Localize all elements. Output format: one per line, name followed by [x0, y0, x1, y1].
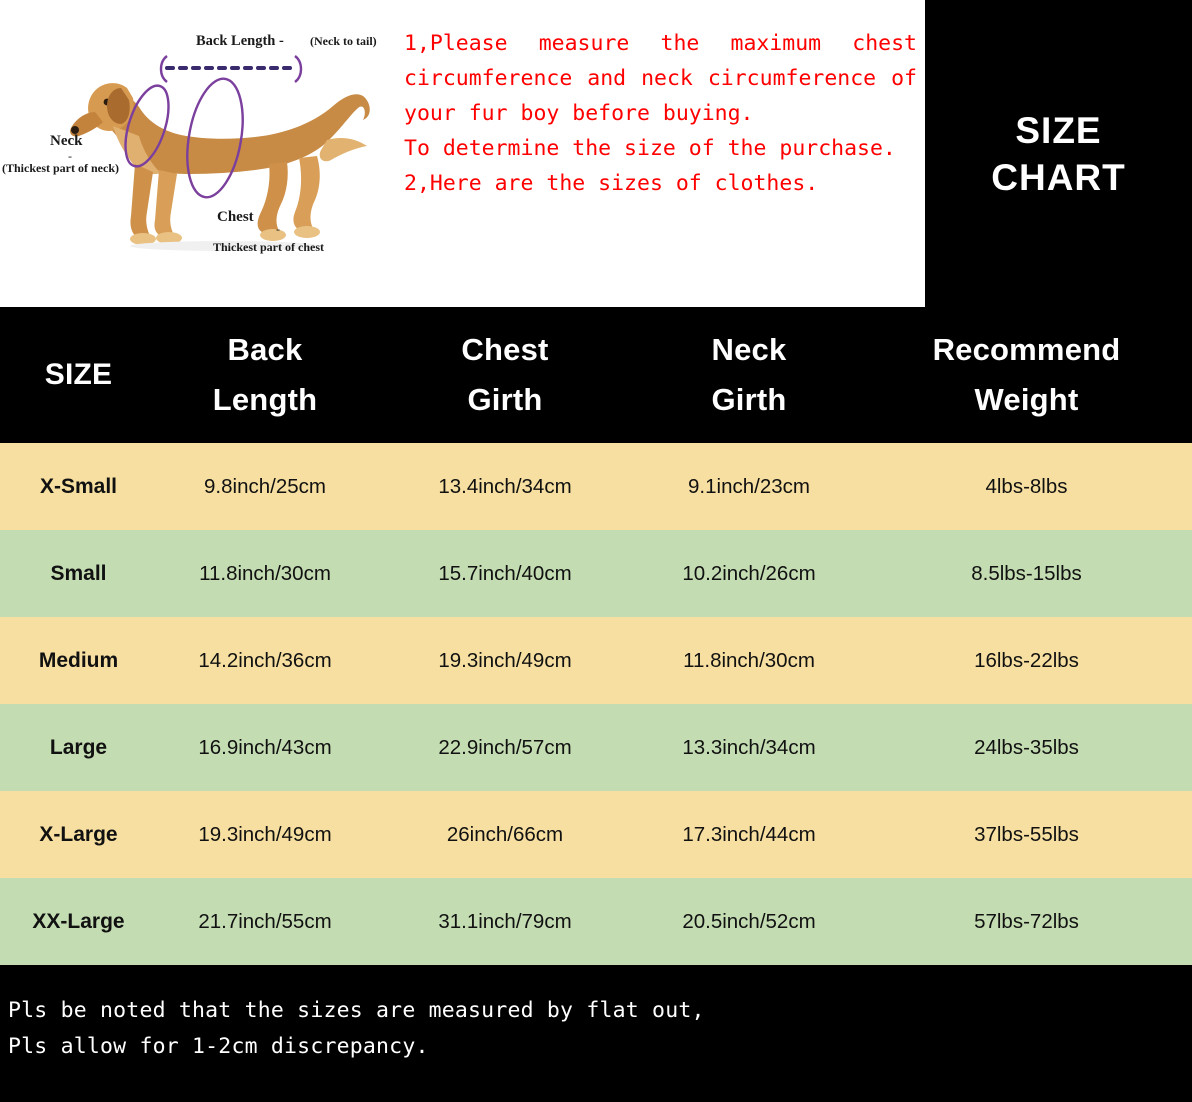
cell-chest-girth: 26inch/66cm: [373, 791, 637, 878]
title-line-2: CHART: [991, 156, 1126, 198]
neck-note: (Thickest part of neck): [2, 161, 119, 175]
cell-recommend-weight: 8.5lbs-15lbs: [861, 530, 1192, 617]
chest-label: Chest: [217, 209, 254, 225]
header-recommend-weight-line2: Weight: [974, 382, 1079, 417]
table-body: [0, 443, 1192, 965]
cell-size: Medium: [0, 617, 157, 704]
cell-size: X-Large: [0, 791, 157, 878]
header-neck-girth-line1: Neck: [711, 332, 787, 367]
back-length-note: (Neck to tail): [310, 34, 377, 48]
cell-recommend-weight: 4lbs-8lbs: [861, 443, 1192, 530]
chest-label-dash: -: [276, 222, 280, 236]
size-chart-title: [925, 0, 1192, 307]
header-back-length: [157, 307, 373, 443]
cell-size: Small: [0, 530, 157, 617]
footer-note: [0, 965, 1192, 1102]
header-neck-girth: [637, 307, 861, 443]
instruction-line-1: 1,Please measure the maximum chest circumference and neck circumference of your fur boy before buying.: [404, 31, 917, 126]
cell-size: Large: [0, 704, 157, 791]
cell-recommend-weight: 57lbs-72lbs: [861, 878, 1192, 965]
header-size-line1: SIZE: [44, 358, 113, 391]
table-header: [0, 307, 1192, 443]
dog-illustration: [55, 40, 375, 255]
footer-line-1: Pls be noted that the sizes are measured by flat out,: [8, 998, 705, 1023]
cell-size: XX-Large: [0, 878, 157, 965]
cell-neck-girth: 11.8inch/30cm: [637, 617, 861, 704]
cell-recommend-weight: 24lbs-35lbs: [861, 704, 1192, 791]
cell-chest-girth: 13.4inch/34cm: [373, 443, 637, 530]
header-back-length-line1: Back: [227, 332, 303, 367]
instructions-panel: [396, 0, 925, 307]
back-length-label: Back Length -: [196, 33, 284, 49]
cell-back-length: 11.8inch/30cm: [157, 530, 373, 617]
cell-chest-girth: 22.9inch/57cm: [373, 704, 637, 791]
header-chest-girth: [373, 307, 637, 443]
cell-size: X-Small: [0, 443, 157, 530]
footer-line-2: Pls allow for 1-2cm discrepancy.: [8, 1034, 429, 1059]
cell-chest-girth: 19.3inch/49cm: [373, 617, 637, 704]
neck-label: Neck: [50, 133, 83, 149]
cell-back-length: 14.2inch/36cm: [157, 617, 373, 704]
cell-chest-girth: 31.1inch/79cm: [373, 878, 637, 965]
cell-neck-girth: 20.5inch/52cm: [637, 878, 861, 965]
header-chest-girth-line2: Girth: [467, 382, 543, 417]
table-row: [0, 443, 1192, 530]
header-chest-girth-line1: Chest: [461, 332, 549, 367]
title-line-1: SIZE: [1015, 109, 1102, 151]
cell-back-length: 21.7inch/55cm: [157, 878, 373, 965]
header-neck-girth-line2: Girth: [711, 382, 787, 417]
cell-recommend-weight: 37lbs-55lbs: [861, 791, 1192, 878]
table-row: [0, 878, 1192, 965]
neck-label-dash: -: [68, 149, 72, 163]
header-size: [0, 307, 157, 443]
cell-neck-girth: 13.3inch/34cm: [637, 704, 861, 791]
cell-neck-girth: 17.3inch/44cm: [637, 791, 861, 878]
measurement-diagram-panel: [0, 0, 396, 307]
table-row: [0, 791, 1192, 878]
cell-back-length: 16.9inch/43cm: [157, 704, 373, 791]
cell-back-length: 19.3inch/49cm: [157, 791, 373, 878]
instruction-line-2: To determine the size of the purchase.: [404, 136, 896, 161]
cell-chest-girth: 15.7inch/40cm: [373, 530, 637, 617]
header-recommend-weight-line1: Recommend: [932, 332, 1121, 367]
table-row: [0, 530, 1192, 617]
dog-drawing-icon: [55, 40, 375, 255]
chest-note: Thickest part of chest: [213, 240, 324, 254]
table-row: [0, 704, 1192, 791]
table-row: [0, 617, 1192, 704]
size-table: [0, 307, 1192, 965]
cell-neck-girth: 10.2inch/26cm: [637, 530, 861, 617]
cell-recommend-weight: 16lbs-22lbs: [861, 617, 1192, 704]
table-header-row: [0, 307, 1192, 443]
header-recommend-weight: [861, 307, 1192, 443]
instruction-line-3: 2,Here are the sizes of clothes.: [404, 171, 819, 196]
cell-neck-girth: 9.1inch/23cm: [637, 443, 861, 530]
cell-back-length: 9.8inch/25cm: [157, 443, 373, 530]
header-back-length-line2: Length: [212, 382, 318, 417]
top-section: [0, 0, 1192, 307]
